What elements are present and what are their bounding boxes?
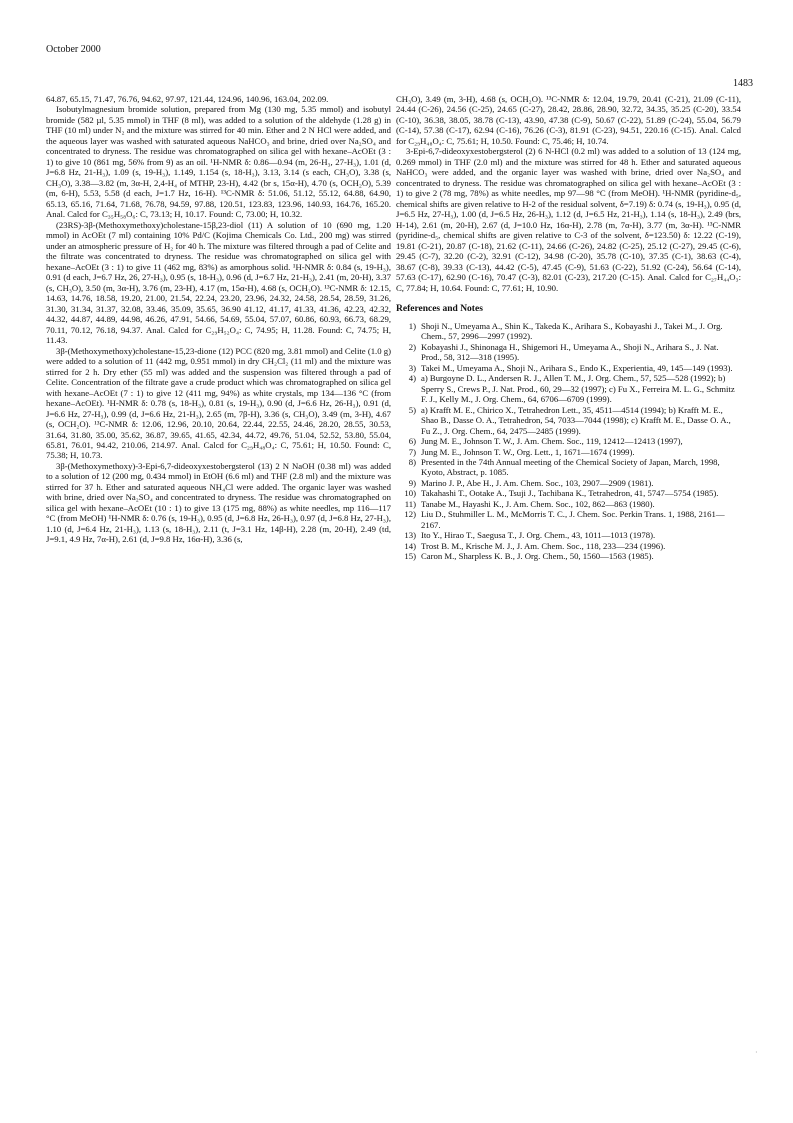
right-column	[396, 94, 741, 562]
margin-mark: ·	[755, 1048, 758, 1057]
page-number: 1483	[733, 78, 753, 89]
reference-number: 12)	[404, 509, 416, 520]
reference-text: Ito Y., Hirao T., Saegusa T., J. Org. Chem., 43, 1011—1013 (1978).	[421, 530, 656, 541]
reference-item	[396, 342, 741, 363]
reference-item	[396, 530, 741, 540]
paragraph: (23RS)-3β-(Methoxymethoxy)cholestane-15β,23-diol (11) A solution of 10 (690 mg, 1.20 mmol) in AcOEt (7 ml) containing 10% Pd/C (Kojima Chemicals Co. Ltd., 200 mg) was stirred under an atmospheric pressure of H₂ for 40 h. The mixture was filtered through a pad of Celite and the filtrate was concentrated to dryness. The residue was chromatographed on silica gel with hexane–AcOEt (3 : 1) to give 11 (462 mg, 83%) as amorphous solid. ¹H-NMR δ: 0.84 (s, 19-H₃), 0.91 (d each, J=6.7 Hz, 26, 27-H₃), 0.95 (s, 18-H₃), 0.96 (d, J=6.7 Hz, 21-H₃), 2.41 (m, 20-H), 3.37 (s, CH₃O), 3.50 (m, 3α-H), 3.76 (m, 23-H), 4.17 (m, 15α-H), 4.68 (s, OCH₂O). ¹³C-NMR δ: 12.15, 14.63, 14.76, 18.58, 19.20, 21.00, 21.54, 22.24, 23.20, 23.96, 24.32, 24.58, 28.54, 28.59, 31.26, 31.30, 31.34, 31.37, 32.08, 33.46, 35.09, 35.65, 36.90 41.12, 41.17, 41.33, 41.36, 42.23, 42.32, 44.32, 44.87, 44.89, 44.98, 46.26, 47.91, 54.66, 54.69, 55.04, 57.07, 60.86, 60.93, 66.73, 68.29, 70.11, 70.12, 76.18, 94.37. Anal. Calcd for C₂₉H₅₂O₄: C, 74.95; H, 11.28. Found: C, 74.75; H, 11.43.	[46, 219, 391, 346]
paragraph: 64.87, 65.15, 71.47, 76.76, 94.62, 97.97, 121.44, 124.96, 140.96, 163.04, 202.09.	[46, 94, 329, 104]
reference-text: Tanabe M., Hayashi K., J. Am. Chem. Soc., 102, 862—863 (1980).	[421, 498, 655, 509]
reference-number: 9)	[408, 477, 416, 488]
reference-item	[396, 447, 741, 457]
reference-text: Shoji N., Umeyama A., Shin K., Takeda K., Arihara S., Kobayashi J., Takei M., J. Org. Chem., 57, 2996—2997 (1992).	[421, 320, 723, 342]
reference-item	[396, 405, 741, 436]
reference-item	[396, 488, 741, 498]
reference-item	[396, 457, 741, 478]
reference-item	[396, 499, 741, 509]
reference-number: 6)	[408, 436, 416, 447]
reference-text: Liu D., Stuhmiller L. M., McMorris T. C., J. Chem. Soc. Perkin Trans. 1, 1988, 2161—2167.	[421, 509, 725, 530]
left-column	[46, 94, 391, 545]
reference-number: 4)	[408, 373, 416, 384]
reference-number: 10)	[404, 488, 416, 499]
paragraph: 3β-(Methoxymethoxy)cholestane-15,23-dione (12) PCC (820 mg, 3.81 mmol) and Celite (1.0 g) were added to a solution of 11 (442 mg, 0.951 mmol) in dry CH₂Cl₂ (11 ml) and the mixture was stirred for 2 h. Dry ether (55 ml) was added and the suspension was filtered through a pad of Celite. Concentration of the filtrate gave a crude product which was chromatographed on silica gel with hexane–AcOEt (7 : 1) to give 12 (411 mg, 94%) as white crystals, mp 134—136 °C (from hexane–AcOEt). ¹H-NMR δ: 0.78 (s, 18-H₃), 0.81 (s, 19-H₃), 0.90 (d, J=6.6 Hz, 26-H₃), 0.91 (d, J=6.6 Hz, 27-H₃), 0.99 (d, J=6.6 Hz, 21-H₃), 2.65 (m, 7β-H), 3.36 (s, CH₃O), 3.49 (m, 3-H), 4.67 (s, OCH₂O). ¹³C-NMR δ: 12.06, 12.96, 20.10, 20.64, 22.44, 22.55, 24.46, 28.20, 28.55, 30.53, 31.64, 31.80, 35.00, 35.62, 36.87, 39.65, 41.65, 42.34, 44.72, 49.76, 51.04, 52.52, 53.80, 55.04, 65.81, 76.01, 94.42, 210.06, 214.97. Anal. Calcd for C₂₉H₄₈O₄: C, 75.61; H, 10.50. Found: C, 75.38; H, 10.73.	[46, 345, 391, 461]
reference-text: Jung M. E., Johnson T. W., Org. Lett., 1, 1671—1674 (1999).	[421, 446, 635, 457]
reference-text: Caron M., Sharpless K. B., J. Org. Chem., 50, 1560—1563 (1985).	[421, 551, 654, 562]
reference-number: 14)	[404, 540, 416, 551]
references-list	[396, 321, 741, 562]
reference-number: 5)	[408, 404, 416, 415]
reference-item	[396, 436, 741, 446]
reference-text: Trost B. M., Krische M. J., J. Am. Chem. Soc., 118, 233—234 (1996).	[421, 540, 666, 551]
reference-text: a) Krafft M. E., Chirico X., Tetrahedron Lett., 35, 4511—4514 (1994); b) Krafft M. E., Shao B., Dasse O. A., Tetrahedron, 54, 7033—7044 (1998); c) Krafft M. E., Dasse O. A., Fu Z., J. Org. Chem., 64, 2475—2485 (1999).	[421, 404, 731, 436]
references-heading: References and Notes	[396, 304, 483, 315]
reference-number: 8)	[408, 456, 416, 467]
reference-number: 2)	[408, 341, 416, 352]
reference-item	[396, 541, 741, 551]
paragraph: 3-Epi-6,7-dideoxyxestobergsterol (2) 6 N-HCl (0.2 ml) was added to a solution of 13 (124 mg, 0.269 mmol) in THF (2.0 ml) and the mixture was stirred for 48 h. Ether and saturated aqueous NaHCO₃ were added, and the organic layer was washed with brine, dried over Na₂SO₄ and concentrated to dryness. The residue was chromatographed on silica gel with hexane–AcOEt (3 : 1) to give 2 (78 mg, 78%) as white needles, mp 97—98 °C (from MeOH). ¹H-NMR (pyridine-d₅, chemical shifts are given relative to H-2 of the residual solvent, δ=7.19) δ: 0.74 (s, 19-H₃), 0.95 (d, J=6.5 Hz, 27-H₃), 1.00 (d, J=6.5 Hz, 26-H₃), 1.12 (d, J=6.5 Hz, 21-H₃), 1.14 (s, 18-H₃), 2.49 (brs, H-14), 2.61 (m, 20-H), 2.67 (d, J=10.0 Hz, 16α-H), 2.78 (m, 7α-H), 3.77 (m, 3α-H). ¹³C-NMR (pyridine-d₅, chemical shifts are given relative to C-3 of the solvent, δ=123.50) δ: 12.22 (C-19), 19.81 (C-21), 20.87 (C-18), 21.62 (C-11), 24.66 (C-26), 24.82 (C-25), 25.12 (C-27), 29.45 (C-6), 29.45 (C-7), 32.20 (C-2), 32.91 (C-12), 34.98 (C-20), 35.78 (C-10), 37.35 (C-1), 38.63 (C-4), 38.67 (C-8), 39.33 (C-13), 44.42 (C-5), 47.45 (C-9), 51.63 (C-22), 51.92 (C-24), 56.64 (C-14), 57.63 (C-17), 62.90 (C-16), 70.47 (C-3), 82.01 (C-23), 217.20 (C-15). Anal. Calcd for C₂₇H₄₄O₃: C, 77.84; H, 10.64. Found: C, 77.61; H, 10.90.	[396, 146, 741, 293]
reference-item	[396, 509, 741, 530]
running-header-date: October 2000	[46, 44, 101, 55]
reference-text: a) Burgoyne D. L., Andersen R. J., Allen T. M., J. Org. Chem., 57, 525—528 (1992); b) Sperry S., Crews P., J. Nat. Prod., 60, 29—32 (1997); c) Fu X., Ferreira M. L. G., Schmitz F. J., Kelly M., J. Org. Chem., 64, 6706—6709 (1999).	[421, 373, 735, 405]
reference-item	[396, 363, 741, 373]
paragraph: CH₃O), 3.49 (m, 3-H), 4.68 (s, OCH₂O). ¹³C-NMR δ: 12.04, 19.79, 20.41 (C-21), 21.09 (C-11), 24.44 (C-26), 24.56 (C-25), 24.65 (C-27), 28.42, 28.86, 28.90, 32.72, 34.35, 35.25 (C-20), 33.54 (C-10), 36.38, 38.05, 38.78 (C-13), 43.90, 47.38 (C-9), 50.67 (C-22), 51.89 (C-24), 55.04, 56.79 (C-14), 57.38 (C-17), 62.94 (C-16), 76.26 (C-3), 81.91 (C-23), 94.51, 220.16 (C-15). Anal. Calcd for C₂₉H₄₈O₄: C, 75.61; H, 10.50. Found: C, 75.46; H, 10.74.	[396, 94, 741, 146]
reference-text: Takei M., Umeyama A., Shoji N., Arihara S., Endo K., Experientia, 49, 145—149 (1993).	[421, 362, 733, 373]
paragraph: 3β-(Methoxymethoxy)-3-Epi-6,7-dideoxyxestobergsterol (13) 2 N NaOH (0.38 ml) was added to a solution of 12 (200 mg, 0.434 mmol) in EtOH (6.6 ml) and THF (2.8 ml) and the mixture was stirred for 37 h. Ether and saturated aqueous NH₄Cl were added. The organic layer was washed with brine, dried over Na₂SO₄ and concentrated to dryness. The residue was chromatographed on silica gel with hexane–AcOEt (10 : 1) to give 13 (175 mg, 88%) as white needles, mp 116—117 °C (from MeOH) ¹H-NMR δ: 0.76 (s, 19-H₃), 0.95 (d, J=6.8 Hz, 26-H₃), 0.97 (d, J=6.8 Hz, 27-H₃), 1.10 (d, J=6.4 Hz, 21-H₃), 1.13 (s, 18-H₃), 2.11 (t, J=3.1 Hz, 14β-H), 2.28 (m, 20-H), 2.49 (td, J=9.1, 4.9 Hz, 7α-H), 2.61 (d, J=9.8 Hz, 16α-H), 3.36 (s,	[46, 460, 391, 545]
reference-item	[396, 373, 741, 404]
reference-text: Takahashi T., Ootake A., Tsuji J., Tachibana K., Tetrahedron, 41, 5747—5754 (1985).	[421, 488, 719, 499]
reference-text: Jung M. E., Johnson T. W., J. Am. Chem. Soc., 119, 12412—12413 (1997),	[421, 436, 683, 447]
reference-number: 3)	[408, 362, 416, 373]
reference-text: Kobayashi J., Shinonaga H., Shigemori H., Umeyama A., Shoji N., Arihara S., J. Nat. Prod., 58, 312—318 (1995).	[421, 341, 719, 363]
reference-item	[396, 321, 741, 342]
reference-number: 7)	[408, 446, 416, 457]
reference-number: 1)	[408, 320, 416, 331]
reference-text: Marino J. P., Abe H., J. Am. Chem. Soc., 103, 2907—2909 (1981).	[421, 477, 654, 488]
reference-text: Presented in the 74th Annual meeting of the Chemical Society of Japan, March, 1998, Kyoto, Abstract, p. 1085.	[421, 456, 720, 478]
reference-number: 11)	[404, 498, 416, 509]
reference-item	[396, 478, 741, 488]
paragraph: Isobutylmagnesium bromide solution, prepared from Mg (130 mg, 5.35 mmol) and isobutyl bromide (582 µl, 5.35 mmol) in THF (8 ml), was added to a solution of the aldehyde (1.28 g) in THF (10 ml) under N₂ and the mixture was stirred for 40 min. Ether and 2 N HCl were added, and the aqueous layer was washed with saturated aqueous NaHCO₃ and brine, dried over Na₂SO₄ and concentrated to dryness. The residue was chromatographed on silica gel with hexane–AcOEt (3 : 1) to give 10 (861 mg, 56% from 9) as an oil. ¹H-NMR δ: 0.86—0.94 (m, 26-H₃, 27-H₃), 1.01 (d, J=6.8 Hz, 21-H₃), 1.09 (s, 19-H₃), 1.149, 1.154 (s, 18-H₃), 3.13, 3.14 (s each, CH₃O), 3.38 (s, CH₃O), 3.38—3.82 (m, 3α-H, 2,4-H₄ of MTHP, 23-H), 4.42 (br s, 15α-H), 4.70 (s, OCH₂O), 5.39 (m, 6-H), 5.53, 5.58 (d each, J=1.7 Hz, 16-H). ¹³C-NMR δ: 51.06, 51.12, 55.12, 64.88, 64.90, 65.13, 65.16, 71.64, 71.68, 76.78, 94.59, 97.88, 120.51, 123.83, 123.96, 140.93, 164.76, 165.20. Anal. Calcd for C₃₅H₅₈O₆: C, 73.13; H, 10.17. Found: C, 73.00; H, 10.32.	[46, 104, 391, 220]
reference-number: 15)	[404, 551, 416, 562]
reference-number: 13)	[404, 530, 416, 541]
reference-item	[396, 551, 741, 561]
